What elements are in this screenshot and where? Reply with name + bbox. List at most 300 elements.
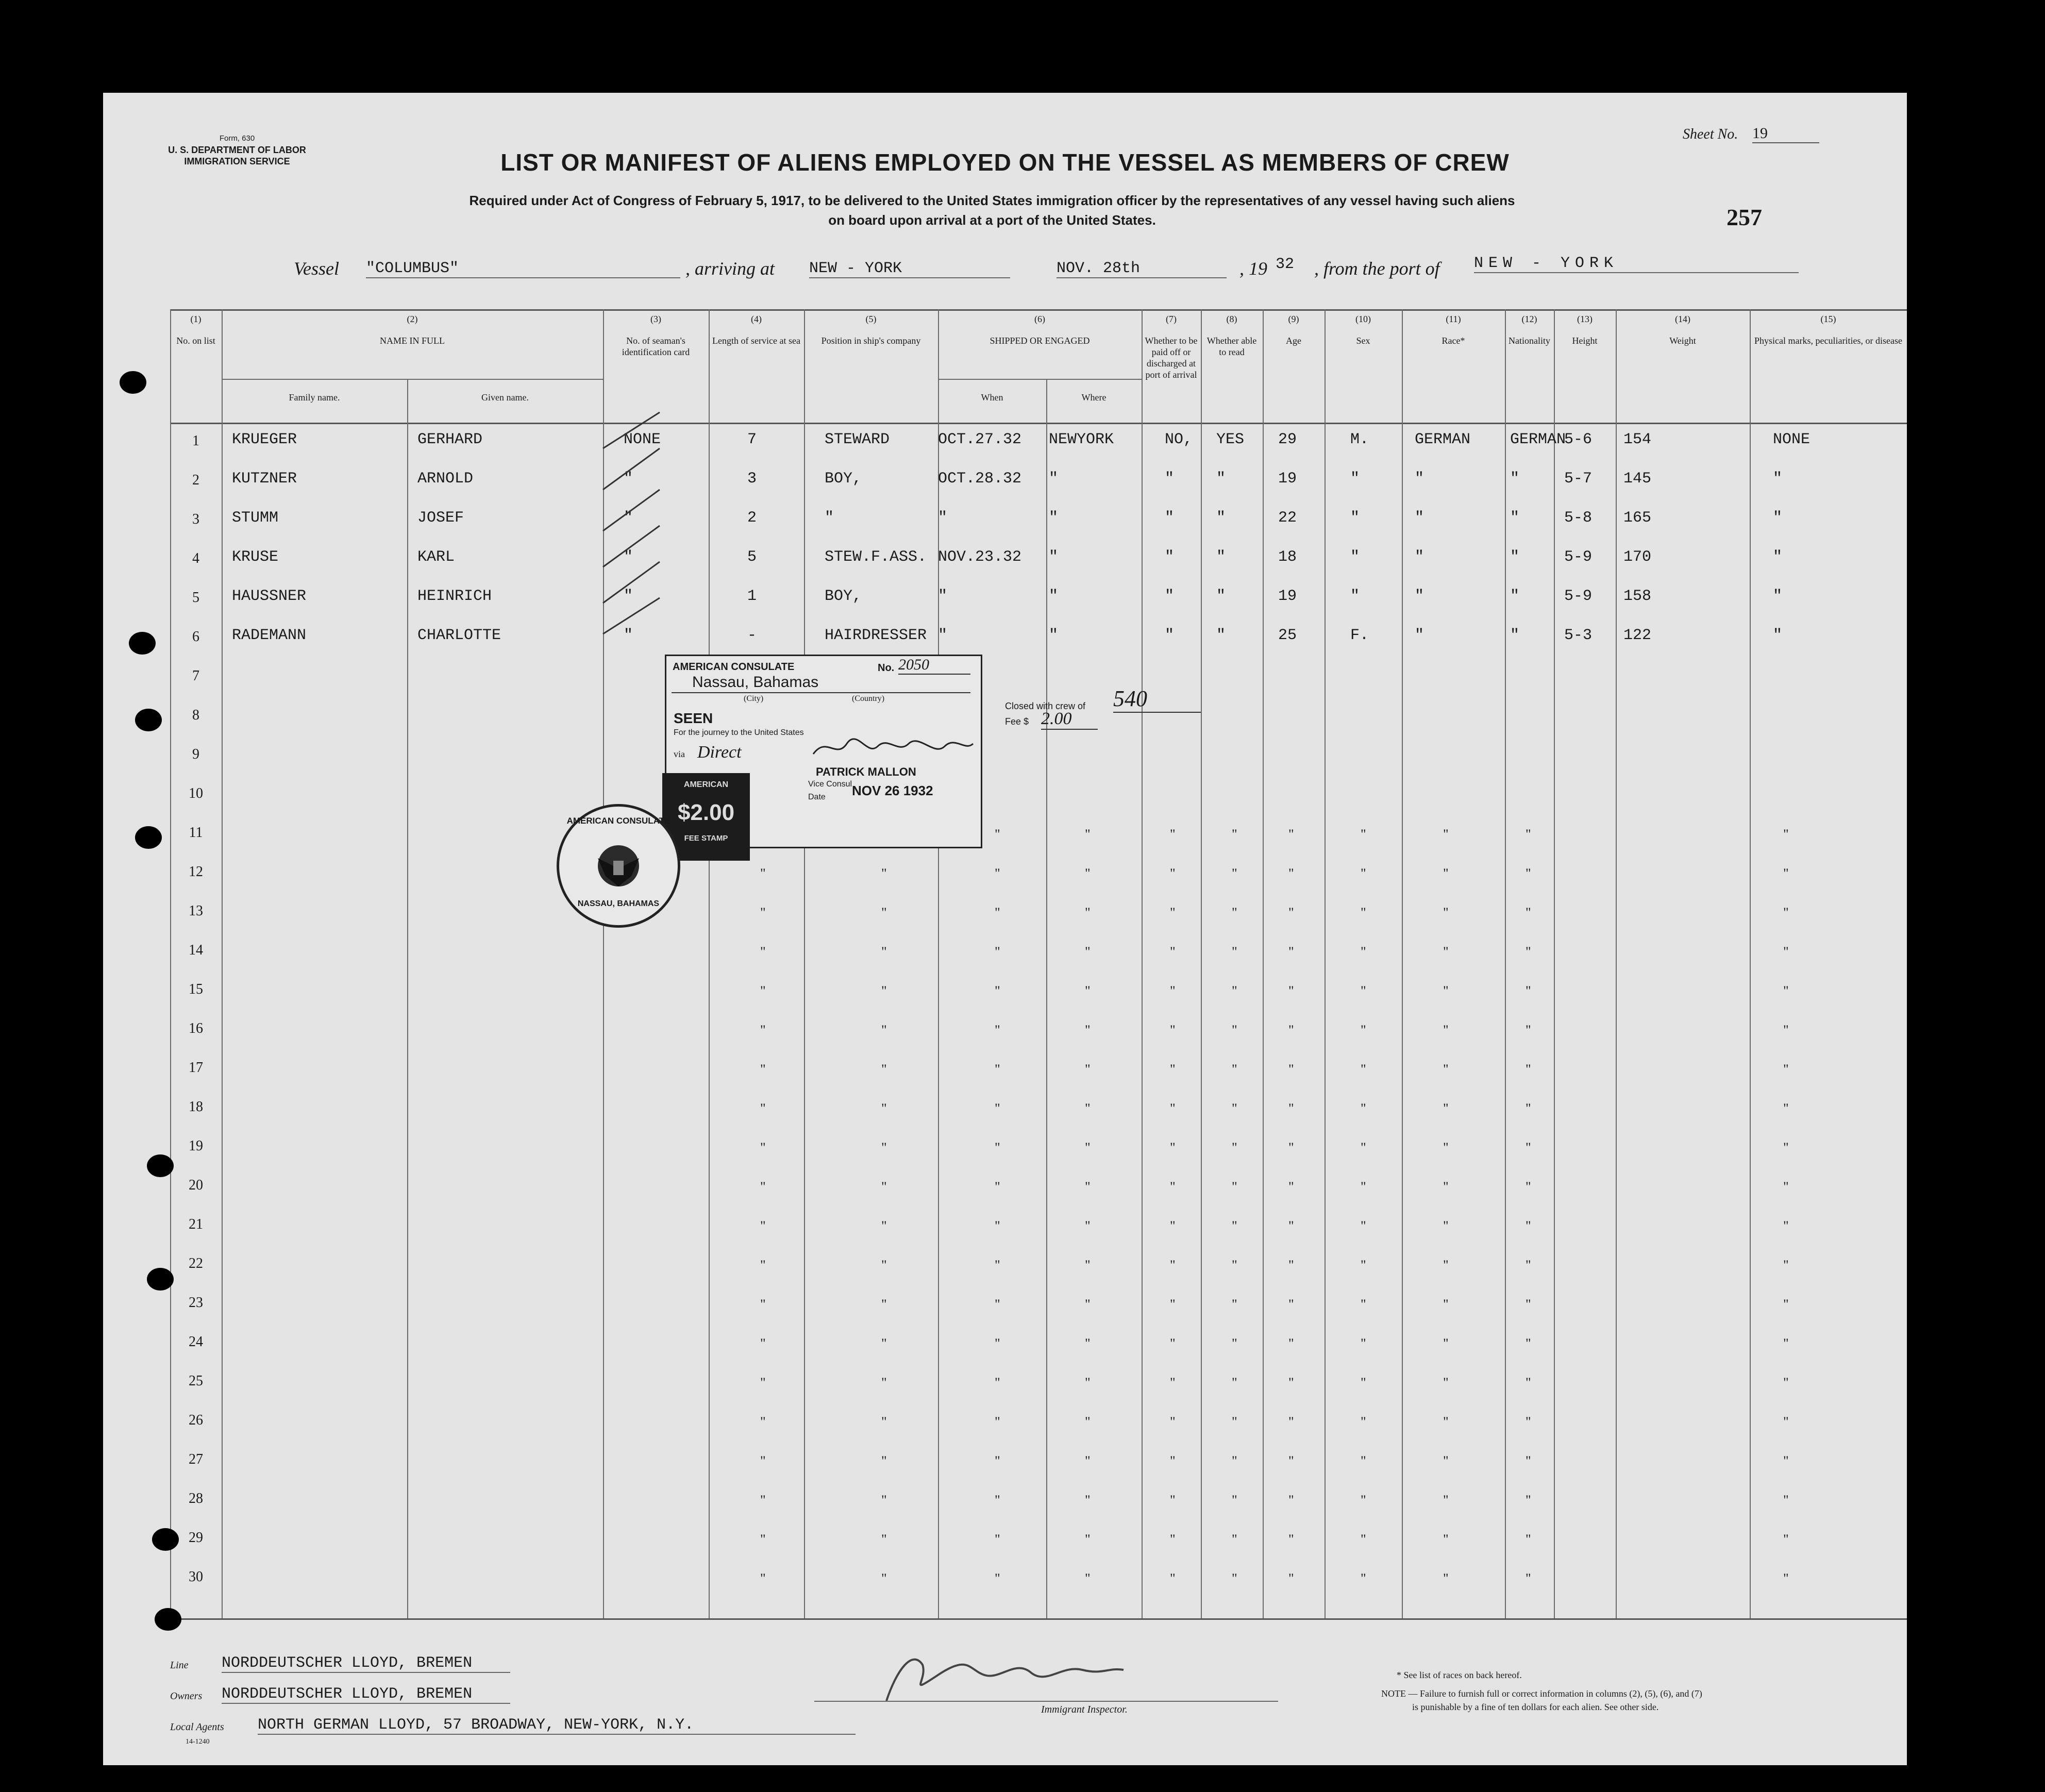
ditto-mark: ": [1783, 1571, 1789, 1586]
column-line: [1325, 309, 1326, 1618]
footer-form-code: 14-1240: [186, 1738, 210, 1746]
row-number: 16: [189, 1020, 203, 1036]
cell-card: ": [624, 588, 633, 605]
stamp-consul-name: PATRICK MALLON: [816, 765, 916, 778]
cell-height: 5-7: [1564, 470, 1593, 488]
punch-hole: [120, 371, 146, 394]
cell-given: CHARLOTTE: [417, 627, 501, 644]
ditto-mark: ": [1526, 1023, 1531, 1037]
row-number: 23: [189, 1295, 203, 1311]
ditto-mark: ": [1232, 1453, 1237, 1468]
ditto-mark: ": [1361, 1023, 1366, 1037]
ditto-mark: ": [995, 905, 1000, 920]
fee-amount: 2.00: [1041, 709, 1098, 730]
row-number: 4: [192, 550, 199, 566]
ditto-mark: ": [1361, 1140, 1366, 1155]
ditto-mark: ": [1783, 944, 1789, 959]
subcolumn-line: [1046, 379, 1047, 1618]
ditto-mark: ": [760, 1179, 766, 1194]
column-number: (4): [751, 314, 762, 324]
cell-where: ": [1049, 509, 1059, 527]
column-label: Age: [1286, 336, 1301, 346]
cell-given: KARL: [417, 548, 455, 566]
footer-line-label: Line: [170, 1660, 189, 1671]
cell-marks: ": [1773, 509, 1783, 527]
row-number: 30: [189, 1569, 203, 1585]
seal-bottom-text: NASSAU, BAHAMAS: [577, 899, 660, 908]
subcolumn-label-when: When: [981, 392, 1003, 403]
ditto-mark: ": [881, 1297, 887, 1312]
cell-read: ": [1216, 588, 1226, 605]
column-line: [938, 309, 939, 1618]
fee-stamp-amount: $2.00: [677, 800, 735, 825]
cell-where: ": [1049, 470, 1059, 488]
cell-given: JOSEF: [417, 509, 464, 527]
ditto-mark: ": [760, 1453, 766, 1468]
cell-height: 5-3: [1564, 627, 1593, 644]
fee-stamp-bottom: FEE STAMP: [684, 834, 728, 843]
ditto-mark: ": [995, 1179, 1000, 1194]
ditto-mark: ": [1232, 1571, 1237, 1586]
ditto-mark: ": [995, 1062, 1000, 1077]
ditto-mark: ": [1170, 944, 1176, 959]
ditto-mark: ": [1361, 944, 1366, 959]
ditto-mark: ": [1288, 1375, 1294, 1390]
ditto-mark: ": [1361, 827, 1366, 842]
ditto-mark: ": [1170, 1414, 1176, 1429]
ditto-mark: ": [1085, 1258, 1091, 1272]
ditto-mark: ": [1288, 1571, 1294, 1586]
row-number: 9: [192, 746, 199, 762]
ditto-mark: ": [1232, 944, 1237, 959]
cell-sex: M.: [1350, 431, 1369, 448]
ditto-mark: ": [1170, 1493, 1176, 1508]
ditto-mark: ": [1085, 1571, 1091, 1586]
consul-signature: [811, 733, 976, 764]
punch-hole: [147, 1154, 174, 1177]
ditto-mark: ": [995, 1140, 1000, 1155]
subheader-line: [222, 379, 603, 380]
stamp-journey: For the journey to the United States: [674, 728, 804, 737]
ditto-mark: ": [1170, 1336, 1176, 1351]
row-number: 21: [189, 1216, 203, 1232]
ditto-mark: ": [1085, 1218, 1091, 1233]
column-line: [1402, 309, 1403, 1618]
ditto-mark: ": [1783, 1258, 1789, 1272]
column-label: NAME IN FULL: [380, 336, 445, 346]
ditto-mark: ": [1783, 1062, 1789, 1077]
row-number: 25: [189, 1373, 203, 1389]
cell-marks: ": [1773, 470, 1783, 488]
cell-weight: 170: [1623, 548, 1652, 566]
column-label: Whether able to read: [1206, 336, 1257, 357]
ditto-mark: ": [760, 1414, 766, 1429]
row-number: 2: [192, 472, 199, 488]
ditto-mark: ": [1361, 866, 1366, 881]
cell-read: ": [1216, 509, 1226, 527]
ditto-mark: ": [1443, 1532, 1449, 1547]
ditto-mark: ": [995, 866, 1000, 881]
ditto-mark: ": [1085, 1140, 1091, 1155]
row-number: 10: [189, 785, 203, 801]
row-number: 19: [189, 1138, 203, 1154]
cell-weight: 165: [1623, 509, 1652, 527]
ditto-mark: ": [1361, 1571, 1366, 1586]
punch-hole: [129, 632, 156, 655]
ditto-mark: ": [1783, 866, 1789, 881]
ditto-mark: ": [1232, 1414, 1237, 1429]
ditto-mark: ": [1443, 827, 1449, 842]
ditto-mark: ": [1443, 1414, 1449, 1429]
cell-card: ": [624, 627, 633, 644]
departure-port: NEW - YORK: [1474, 255, 1799, 273]
arrival-year: 32: [1276, 256, 1295, 273]
cell-read: YES: [1216, 431, 1245, 448]
closed-with-crew-label: Closed with crew of: [1005, 701, 1086, 711]
ditto-mark: ": [760, 1336, 766, 1351]
cell-given: GERHARD: [417, 431, 483, 448]
ditto-mark: ": [1526, 944, 1531, 959]
ditto-mark: ": [1443, 1023, 1449, 1037]
form-number: Form, 630: [219, 134, 255, 143]
ditto-mark: ": [1526, 1140, 1531, 1155]
ditto-mark: ": [1526, 1336, 1531, 1351]
cell-service: 3: [747, 470, 757, 488]
column-line: [222, 309, 223, 1618]
ditto-mark: ": [1288, 1532, 1294, 1547]
ditto-mark: ": [1443, 1297, 1449, 1312]
punch-hole: [152, 1528, 179, 1551]
note-line-1: NOTE — Failure to furnish full or correct information in columns (2), (5), (6), and (7): [1381, 1688, 1702, 1699]
ditto-mark: ": [1170, 1101, 1176, 1116]
ditto-mark: ": [1526, 1453, 1531, 1468]
column-label: Physical marks, peculiarities, or disease: [1754, 336, 1902, 346]
row-number: 6: [192, 629, 199, 645]
cell-paid: ": [1165, 470, 1175, 488]
ditto-mark: ": [1443, 1101, 1449, 1116]
punch-hole: [135, 826, 162, 849]
ditto-mark: ": [1783, 1101, 1789, 1116]
ditto-mark: ": [1170, 1140, 1176, 1155]
ditto-mark: ": [995, 983, 1000, 998]
ditto-mark: ": [995, 1258, 1000, 1272]
cell-race: ": [1415, 588, 1424, 605]
cell-height: 5-9: [1564, 548, 1593, 566]
column-number: (7): [1166, 314, 1177, 324]
ditto-mark: ": [760, 1493, 766, 1508]
cell-when: ": [938, 627, 948, 644]
cell-sex: F.: [1350, 627, 1369, 644]
ditto-mark: ": [760, 866, 766, 881]
ditto-mark: ": [1526, 1571, 1531, 1586]
ditto-mark: ": [881, 1414, 887, 1429]
cell-family: HAUSSNER: [232, 588, 307, 605]
cell-when: NOV.23.32: [938, 548, 1022, 566]
ditto-mark: ": [1288, 1453, 1294, 1468]
column-number: (2): [407, 314, 418, 324]
ditto-mark: ": [1361, 983, 1366, 998]
subcolumn-line: [407, 379, 408, 1618]
cell-when: ": [938, 588, 948, 605]
column-line: [1263, 309, 1264, 1618]
vessel-name: "COLUMBUS": [366, 260, 680, 278]
cell-service: 5: [747, 548, 757, 566]
row-number: 20: [189, 1177, 203, 1193]
cell-given: HEINRICH: [417, 588, 492, 605]
cell-position: STEW.F.ASS.: [825, 548, 927, 566]
cell-family: KUTZNER: [232, 470, 297, 488]
row-number: 11: [189, 825, 203, 841]
ditto-mark: ": [1526, 1297, 1531, 1312]
ditto-mark: ": [1085, 827, 1091, 842]
column-line: [1142, 309, 1143, 1618]
cell-nationality: GERMAN: [1510, 431, 1566, 448]
ditto-mark: ": [1232, 1258, 1237, 1272]
inspector-label: Immigrant Inspector.: [1041, 1704, 1128, 1715]
row-number: 18: [189, 1099, 203, 1115]
table-top-border: [170, 309, 1907, 311]
ditto-mark: ": [881, 983, 887, 998]
ditto-mark: ": [760, 905, 766, 920]
row-number: 8: [192, 707, 199, 723]
ditto-mark: ": [1526, 866, 1531, 881]
row-number: 14: [189, 942, 203, 958]
ditto-mark: ": [1783, 1179, 1789, 1194]
ditto-mark: ": [1361, 1493, 1366, 1508]
stamp-city-line: [672, 692, 970, 693]
row-number: 26: [189, 1412, 203, 1428]
footer-agents-label: Local Agents: [170, 1721, 224, 1733]
column-line: [1554, 309, 1555, 1618]
ditto-mark: ": [1443, 1493, 1449, 1508]
ditto-mark: ": [1526, 905, 1531, 920]
ditto-mark: ": [881, 1453, 887, 1468]
ditto-mark: ": [1443, 1062, 1449, 1077]
row-number: 12: [189, 864, 203, 880]
column-line: [1201, 309, 1202, 1618]
cell-where: ": [1049, 588, 1059, 605]
arrival-date: NOV. 28th: [1057, 260, 1227, 278]
cell-position: HAIRDRESSER: [825, 627, 927, 644]
voyage-line: [294, 255, 1814, 283]
ditto-mark: ": [1783, 1218, 1789, 1233]
ditto-mark: ": [995, 1493, 1000, 1508]
cell-marks: ": [1773, 588, 1783, 605]
ditto-mark: ": [1170, 1571, 1176, 1586]
department-name: U. S. DEPARTMENT OF LABOR: [168, 145, 306, 155]
ditto-mark: ": [881, 1532, 887, 1547]
ditto-mark: ": [881, 1493, 887, 1508]
ditto-mark: ": [1288, 1062, 1294, 1077]
ditto-mark: ": [1443, 983, 1449, 998]
cell-position: ": [825, 509, 834, 527]
ditto-mark: ": [1232, 1023, 1237, 1037]
stamp-via: Direct: [697, 743, 742, 762]
cell-paid: ": [1165, 548, 1175, 566]
column-number: (3): [650, 314, 661, 324]
stamp-heading: AMERICAN CONSULATE: [673, 661, 795, 673]
arrival-port: NEW - YORK: [809, 260, 1010, 278]
table-bottom-border: [170, 1618, 1907, 1620]
ditto-mark: ": [1526, 983, 1531, 998]
column-number: (6): [1034, 314, 1045, 324]
ditto-mark: ": [1085, 1023, 1091, 1037]
ditto-mark: ": [1288, 1258, 1294, 1272]
ditto-mark: ": [1288, 1023, 1294, 1037]
ditto-mark: ": [1085, 1101, 1091, 1116]
ditto-mark: ": [1783, 983, 1789, 998]
ditto-mark: ": [1085, 983, 1091, 998]
ditto-mark: ": [1085, 1532, 1091, 1547]
year-prefix: , 19: [1239, 258, 1267, 279]
ditto-mark: ": [881, 1023, 887, 1037]
ditto-mark: ": [1361, 905, 1366, 920]
ditto-mark: ": [1085, 905, 1091, 920]
ditto-mark: ": [995, 1532, 1000, 1547]
column-number: (8): [1226, 314, 1237, 324]
ditto-mark: ": [1085, 944, 1091, 959]
stamp-date-label: Date: [808, 793, 826, 801]
column-number: (1): [190, 314, 202, 324]
ditto-mark: ": [1361, 1375, 1366, 1390]
column-label: No. of seaman's identification card: [622, 336, 690, 357]
ditto-mark: ": [995, 1336, 1000, 1351]
ditto-mark: ": [760, 1062, 766, 1077]
note-line-2: is punishable by a fine of ten dollars for each alien. See other side.: [1412, 1702, 1659, 1712]
ditto-mark: ": [1443, 1179, 1449, 1194]
cell-when: OCT.28.32: [938, 470, 1022, 488]
row-number: 27: [189, 1451, 203, 1467]
cell-read: ": [1216, 470, 1226, 488]
manifest-sheet: [103, 93, 1907, 1765]
column-label: Sex: [1356, 336, 1370, 346]
ditto-mark: ": [1170, 866, 1176, 881]
ditto-mark: ": [760, 983, 766, 998]
ditto-mark: ": [1783, 1140, 1789, 1155]
stamp-consul-label: Vice Consul: [808, 780, 852, 789]
ditto-mark: ": [1170, 827, 1176, 842]
ditto-mark: ": [1361, 1336, 1366, 1351]
ditto-mark: ": [1443, 905, 1449, 920]
ditto-mark: ": [1085, 1062, 1091, 1077]
ditto-mark: ": [1085, 866, 1091, 881]
column-number: (14): [1675, 314, 1690, 324]
sheet-label: Sheet No.: [1683, 126, 1738, 142]
ditto-mark: ": [1288, 866, 1294, 881]
stamp-number: 2050: [898, 656, 970, 675]
subtitle-line-1: Required under Act of Congress of February 5, 1917, to be delivered to the United States immigration officer by the representatives of any vessel having such aliens: [469, 193, 1515, 208]
ditto-mark: ": [995, 1453, 1000, 1468]
ditto-mark: ": [995, 1375, 1000, 1390]
cell-where: NEWYORK: [1049, 431, 1114, 448]
cell-age: 18: [1278, 548, 1297, 566]
ditto-mark: ": [881, 1336, 887, 1351]
column-label: No. on list: [176, 336, 215, 346]
fee-label: Fee $: [1005, 716, 1029, 727]
ditto-mark: ": [1288, 944, 1294, 959]
ditto-mark: ": [1085, 1336, 1091, 1351]
cell-where: ": [1049, 627, 1059, 644]
cell-read: ": [1216, 627, 1226, 644]
ditto-mark: ": [1232, 1140, 1237, 1155]
ditto-mark: ": [760, 1101, 766, 1116]
ditto-mark: ": [760, 1218, 766, 1233]
cell-card: NONE: [624, 431, 661, 448]
column-label: Height: [1572, 336, 1598, 346]
ditto-mark: ": [1288, 1218, 1294, 1233]
cell-read: ": [1216, 548, 1226, 566]
ditto-mark: ": [1783, 1336, 1789, 1351]
column-number: (5): [865, 314, 877, 324]
ditto-mark: ": [1170, 905, 1176, 920]
ditto-mark: ": [760, 1258, 766, 1272]
cell-age: 29: [1278, 431, 1297, 448]
cell-nationality: ": [1510, 588, 1520, 605]
cell-age: 19: [1278, 588, 1297, 605]
ditto-mark: ": [1361, 1218, 1366, 1233]
ditto-mark: ": [995, 1023, 1000, 1037]
stamp-seen: SEEN: [674, 710, 713, 726]
ditto-mark: ": [1783, 1375, 1789, 1390]
column-label: Position in ship's company: [821, 336, 921, 346]
ditto-mark: ": [1232, 1179, 1237, 1194]
column-line: [170, 309, 171, 1618]
ditto-mark: ": [1288, 1414, 1294, 1429]
ditto-mark: ": [995, 1571, 1000, 1586]
column-label: Whether to be paid off or discharged at port of arrival: [1145, 336, 1198, 380]
ditto-mark: ": [1783, 1414, 1789, 1429]
cell-when: OCT.27.32: [938, 431, 1022, 448]
stamp-date: NOV 26 1932: [852, 783, 933, 798]
cell-card: ": [624, 548, 633, 566]
ditto-mark: ": [1526, 1258, 1531, 1272]
column-number: (12): [1521, 314, 1537, 324]
cell-paid: ": [1165, 627, 1175, 644]
ditto-mark: ": [1085, 1179, 1091, 1194]
ditto-mark: ": [1170, 1179, 1176, 1194]
ditto-mark: ": [995, 1297, 1000, 1312]
ditto-mark: ": [1443, 1375, 1449, 1390]
column-label: SHIPPED OR ENGAGED: [990, 336, 1090, 346]
vessel-label: Vessel: [294, 258, 339, 279]
footer-line: NORDDEUTSCHER LLOYD, BREMEN: [222, 1654, 510, 1673]
ditto-mark: ": [1526, 1375, 1531, 1390]
ditto-mark: ": [1085, 1493, 1091, 1508]
cell-family: STUMM: [232, 509, 279, 527]
subtitle-line-2: on board upon arrival at a port of the United States.: [828, 212, 1156, 228]
ditto-mark: ": [1526, 827, 1531, 842]
punch-hole: [147, 1268, 174, 1291]
ditto-mark: ": [881, 1258, 887, 1272]
ditto-mark: ": [760, 944, 766, 959]
cell-race: ": [1415, 470, 1424, 488]
ditto-mark: ": [1783, 1493, 1789, 1508]
ditto-mark: ": [760, 1297, 766, 1312]
column-number: (15): [1820, 314, 1836, 324]
ditto-mark: ": [1288, 1101, 1294, 1116]
from-label: , from the port of: [1314, 258, 1440, 279]
inspector-line: [814, 1701, 1278, 1702]
ditto-mark: ": [1361, 1297, 1366, 1312]
cell-family: RADEMANN: [232, 627, 307, 644]
row-number: 1: [192, 433, 199, 449]
ditto-mark: ": [1170, 1532, 1176, 1547]
ditto-mark: ": [1170, 1375, 1176, 1390]
ditto-mark: ": [1783, 1297, 1789, 1312]
column-line: [1750, 309, 1751, 1618]
ditto-mark: ": [1232, 983, 1237, 998]
ditto-mark: ": [1361, 1414, 1366, 1429]
